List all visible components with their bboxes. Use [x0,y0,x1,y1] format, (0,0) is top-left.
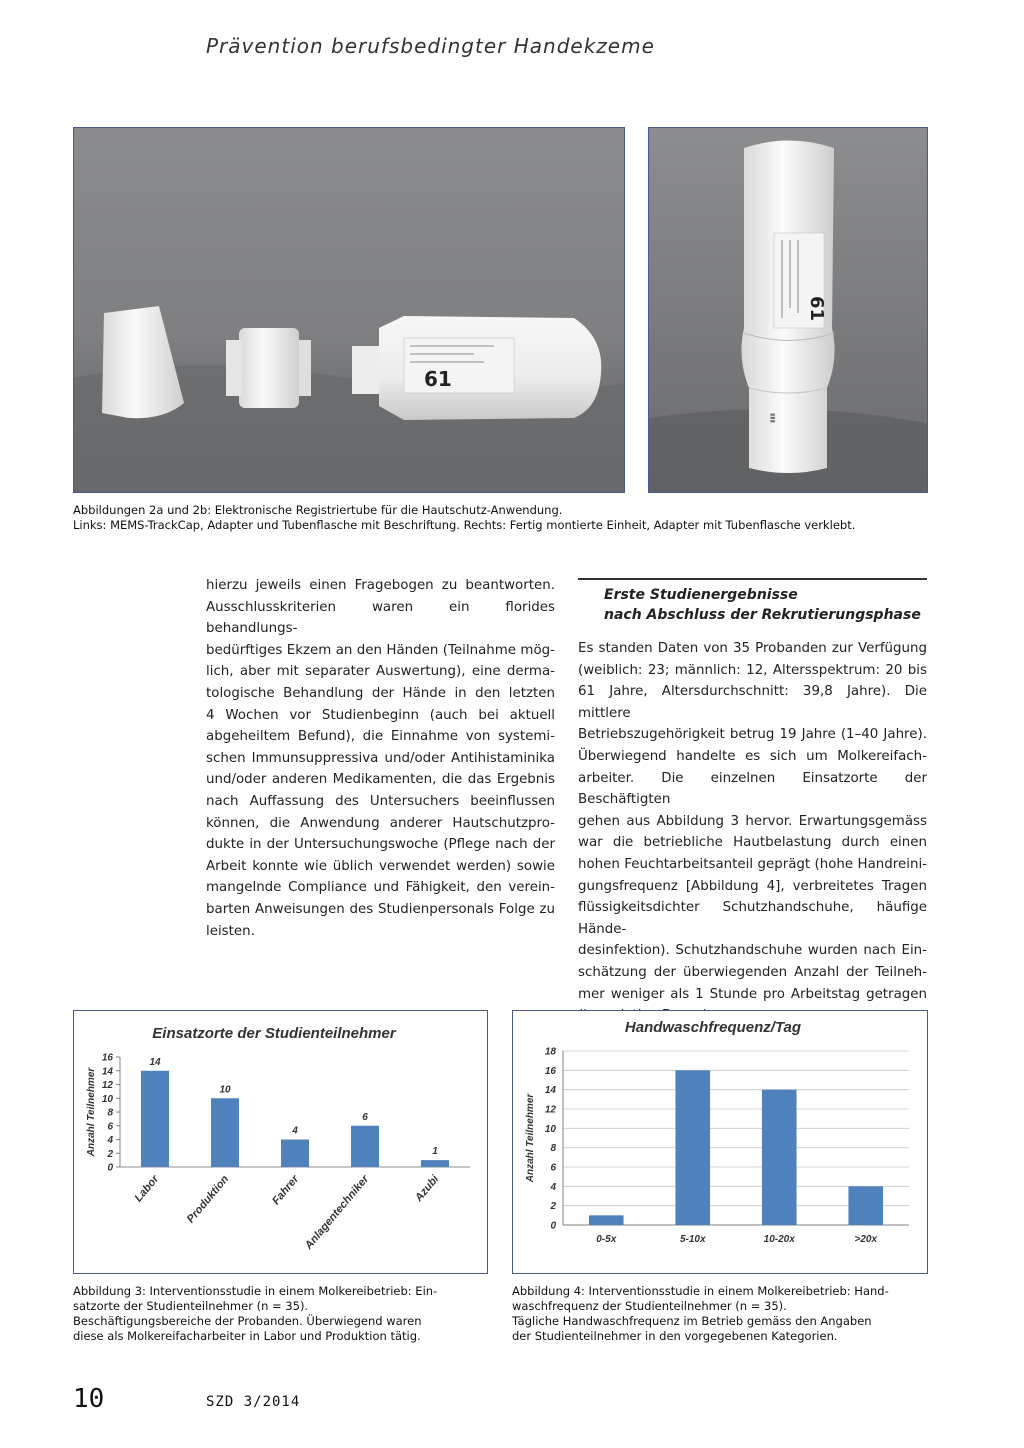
text-line: hohen Feuchtarbeitsanteil geprägt (hohe Handreini- [578,856,927,872]
text-line: 4 Wochen vor Studienbeginn (auch bei aktuell [206,707,555,723]
bar-produktion [211,1098,239,1167]
photo-registriertube-disassembled [73,127,625,493]
text-line: gehen aus Abbildung 3 hervor. Erwartungsgemäss [578,813,927,829]
y-axis-label: Anzahl Teilnehmer [86,1067,97,1157]
text-line: (weiblich: 23; männlich: 12, Altersspektrum: 20 bis [578,662,927,678]
x-tick-label: Produktion [184,1173,232,1226]
running-header-title: Prävention berufsbedingter Handekzeme [206,34,655,58]
text-line: schätzung der überwiegenden Anzahl der Teilneh- [578,964,927,980]
photo-caption-line: Links: MEMS-TrackCap, Adapter und Tubenflasche mit Beschriftung. Rechts: Fertig montierte Einheit, Adapter mit Tubenflasche verklebt. [73,518,856,532]
figure-3-caption [73,1284,493,1344]
section-title-line: nach Abschluss der Rekrutierungsphase [604,607,921,623]
text-line: barten Anweisungen des Studienpersonals Folge zu [206,901,555,917]
text-line: bedürftiges Ekzem an den Händen (Teilnahme mög- [206,642,555,658]
svg-text:▮▮▮: ▮▮▮ [769,413,776,423]
photo-registriertube-assembled [648,127,928,493]
figure-3-chart [73,1010,488,1274]
text-line: arbeiter. Die einzelnen Einsatzorte der Beschäftigten [578,770,927,808]
text-line: hierzu jeweils einen Fragebogen zu beantworten. [206,578,555,593]
bar-fahrer [281,1140,309,1168]
text-line: schen Immunsuppressiva und/oder Antihistaminika [206,750,555,766]
y-tick-label: 16 [544,1065,556,1077]
y-tick-label: 12 [101,1080,113,1091]
data-label: 4 [292,1125,298,1137]
data-label: 1 [432,1146,438,1158]
x-tick-label: Fahrer [270,1173,302,1208]
text-line: nach Auffassung des Untersuchers beeinflussen [206,793,555,809]
text-line: gungsfrequenz [Abbildung 4], verbreitetes Tragen [578,878,927,894]
body-paragraph [206,575,555,942]
x-tick-label: Anlagentechniker [302,1173,372,1252]
section-title-line: Erste Studienergebnisse [604,587,798,603]
text-line: Ausschlusskriterien waren ein florides behandlungs- [206,599,555,637]
text-line: abgeheiltem Befund), die Einnahme von systemi- [206,729,555,745]
y-tick-label: 10 [544,1123,556,1135]
data-label: 6 [362,1111,368,1123]
caption-line: waschfrequenz der Studienteilnehmer (n = 35). [512,1299,787,1313]
body-text-left-column [206,575,555,942]
text-line: Überwiegend handelte es sich um Molkereifach- [578,748,927,764]
caption-line: diese als Molkereifacharbeiter in Labor und Produktion tätig. [73,1329,421,1343]
caption-line: Abbildung 4: Interventionsstudie in einem Molkereibetrieb: Hand- [512,1284,889,1298]
data-label: 10 [219,1084,231,1096]
text-line: 61 Jahre, Altersdurchschnitt: 39,8 Jahre). Die mittlere [578,684,927,721]
bar-0-5x [589,1215,624,1225]
y-tick-label: 8 [550,1143,556,1155]
chart-title: Handwaschfrequenz/Tag [624,1019,802,1036]
y-axis-label: Anzahl Teilnehmer [525,1093,536,1183]
y-tick-label: 6 [107,1121,113,1133]
y-tick-label: 4 [107,1135,113,1146]
tube-label-number: 61 [424,367,452,391]
bar-5-10x [675,1070,710,1225]
y-tick-label: 10 [101,1093,113,1105]
body-text-right-column [578,638,927,1027]
text-line: mer weniger als 1 Stunde pro Arbeitstag getragen [578,986,927,1002]
y-tick-label: 0 [107,1162,113,1174]
text-line: und/oder anderen Medikamenten, die das Ergebnis [206,772,555,788]
text-line: dukte in der Untersuchungswoche (Pflege nach der [206,837,555,853]
y-tick-label: 0 [550,1220,556,1232]
y-tick-label: 14 [101,1066,113,1078]
caption-line: Tägliche Handwaschfrequenz im Betrieb gemäss den Angaben [512,1314,872,1328]
caption-line: satzorte der Studienteilnehmer (n = 35). [73,1299,309,1313]
y-tick-label: 6 [550,1162,556,1174]
figure-4-chart [512,1010,928,1274]
text-line: leisten. [206,923,255,939]
photo-caption [73,503,855,533]
figure-4-caption [512,1284,932,1344]
einsatzorte-bar-chart [74,1011,487,1273]
section-rule [578,578,927,580]
y-tick-label: 18 [544,1046,556,1058]
bar-labor [141,1071,169,1167]
x-tick-label: 5-10x [679,1234,706,1245]
text-line: war die betriebliche Hautbelastung durch einen [578,835,927,851]
text-line: flüssigkeitsdichter Schutzhandschuhe, häufige Hände- [578,900,927,937]
x-tick-label: 10-20x [763,1234,795,1245]
text-line: Arbeit konnte wie üblich verwendet werden) sowie [206,858,555,874]
y-tick-label: 2 [550,1201,556,1213]
caption-line: Beschäftigungsbereiche der Probanden. Überwiegend waren [73,1314,422,1328]
y-tick-label: 2 [107,1148,113,1160]
x-tick-label: Labor [132,1173,162,1205]
bar--20x [848,1186,883,1225]
y-tick-label: 8 [107,1107,113,1119]
y-tick-label: 4 [550,1181,556,1193]
body-paragraph [578,638,927,1027]
caption-line: der Studienteilnehmer in den vorgegebenen Kategorien. [512,1329,838,1343]
page-number: 10 [73,1384,105,1414]
x-tick-label: >20x [854,1234,878,1245]
text-line: Betriebszugehörigkeit betrug 19 Jahre (1–40 Jahre). [578,727,927,743]
text-line: können, die Anwendung anderer Hautschutzpro- [206,815,555,831]
x-tick-label: Azubi [412,1173,442,1204]
y-tick-label: 12 [544,1104,556,1116]
y-tick-label: 14 [544,1085,556,1097]
tube-label-number-rotated: 61 [806,296,827,322]
text-line: desinfektion). Schutzhandschuhe wurden nach Ein- [578,943,927,959]
photo-caption-line: Abbildungen 2a und 2b: Elektronische Registriertube für die Hautschutz-Anwendung. [73,503,563,517]
section-title [604,585,921,625]
data-label: 14 [149,1056,161,1068]
text-line: lich, aber mit separater Auswertung), eine derma- [206,664,555,680]
text-line: mangelnde Compliance und Fähigkeit, den verein- [206,880,555,896]
bar-10-20x [762,1090,797,1225]
x-tick-label: 0-5x [596,1234,617,1245]
bar-anlagentechniker [351,1126,379,1167]
handwaschfrequenz-bar-chart [513,1011,927,1273]
y-tick-label: 16 [101,1052,113,1064]
text-line: tologische Behandlung der Hände in den letzten [206,685,555,701]
chart-title: Einsatzorte der Studienteilnehmer [152,1025,396,1042]
journal-issue: SZD 3/2014 [206,1394,301,1410]
caption-line: Abbildung 3: Interventionsstudie in einem Molkereibetrieb: Ein- [73,1284,438,1298]
bar-azubi [421,1160,449,1167]
text-line: Es standen Daten von 35 Probanden zur Verfügung [578,641,927,656]
